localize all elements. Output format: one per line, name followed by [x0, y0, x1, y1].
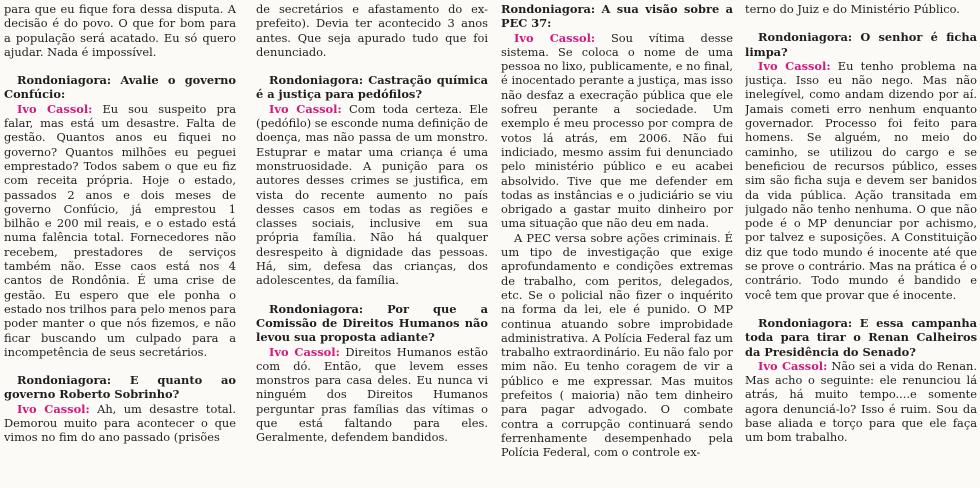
answer-paragraph [256, 345, 488, 445]
answer-text: Com toda certeza. Ele (pedófilo) se esconde numa definição de doença, mas não passa de um monstro. Estuprar e matar uma criança é uma monstruosidade. A punição para os autores desses crimes se justifica, em vista do recente aumento no país desses casos em todas as regiões e classes sociais, inclusive em sua própria família. Não há qualquer desrespeito à dignidade das pessoas. Há, sim, defesa das crianças, dos adolescentes, da família. [256, 101, 488, 288]
interviewer-label: Rondoniagora: [17, 373, 112, 388]
question-text: E essa campanha toda para tirar o Renan Calheiros da Presidência do Senado? [745, 315, 977, 359]
answer-text: Ah, um desastre total. Demorou muito para acontecer o que vimos no fim do ano passado (prisões [4, 401, 236, 445]
column-4 [745, 2, 977, 488]
question-heading [745, 316, 977, 359]
answer-paragraph [4, 102, 236, 359]
question-heading [4, 373, 236, 402]
question-text: Castração química é a justiça para pedófilos? [256, 73, 488, 102]
answer-text: Sou vítima desse sistema. Se coloca o nome de uma pessoa no lixo, publicamente, e no final, é inocentado perante a justiça, mas isso não desfaz a execração pública que ele sofreu perante a sociedade. Um exemplo é meu processo por compra de votos lá atrás, em 2006. Não fui indiciado, mesmo assim fui denunciado pelo ministério público e eu acabei absolvido. Tive que me defender em todas as instâncias e o judiciário se viu obrigado a gastar muito dinheiro por uma situação que não deu em nada. [501, 30, 733, 231]
answer-paragraph [745, 359, 977, 445]
column-3 [501, 2, 733, 488]
paragraph: A PEC versa sobre ações criminais. É um tipo de investigação que exige aprofundamento e condições extremas de trabalho, com peritos, delegados, etc. Se o policial não fizer o inquérito na forma da lei, ele é punido. O MP continua atuando sobre improbidade administrativa. A Polícia Federal faz um trabalho extraordinário. Eu não falo por mim não. Eu tenho coragem de vir a público e me expressar. Mas muitos prefeitos ( maioria) não tem dinheiro para pagar advogado. O combate contra a corrupção continuará sendo ferrenhamente desempenhado pela Polícia Federal, com o controle ex- [501, 230, 733, 460]
question-text: Por que a Comissão de Direitos Humanos não levou sua proposta adiante? [256, 301, 488, 345]
question-heading [745, 30, 977, 59]
question-heading [501, 2, 733, 31]
question-heading [256, 73, 488, 102]
answer-speaker-label: Ivo Cassol: [269, 101, 342, 116]
question-heading [256, 302, 488, 345]
answer-speaker-label: Ivo Cassol: [17, 401, 90, 416]
question-heading [4, 73, 236, 102]
answer-paragraph [256, 102, 488, 288]
answer-text: Eu sou suspeito pra falar, mas está um desastre. Falta de gestão. Quantos anos eu fiquei no governo? Quantos milhões eu peguei emprestado? Todos sabem o que eu fiz com receita própria. Hoje o estado, passados 2 anos e dois meses de governo Confúcio, já emprestou 1 bilhão e 200 mil reais, e o estado está numa falência total. Fornecedores não recebem, prestadores de serviços também não. Esse caos está nos 4 cantos de Rondônia. É uma crise de gestão. Eu espero que ele ponha o estado nos trilhos para pelo menos para poder manter o que nós fizemos, e não ficar buscando um culpado para a incompetência de seus secretários. [4, 101, 236, 359]
interviewer-label: Rondoniagora: [17, 73, 112, 88]
answer-speaker-label: Ivo Cassol: [758, 358, 828, 373]
answer-text: Eu tenho problema na justiça. Isso eu não nego. Mas não inelegível, como andam dizendo por aí. Jamais cometi erro nenhum enquanto governador. Processo foi feito para homens. Se alguém, no meio do caminho, se utilizou do cargo e se beneficiou de recursos público, esses sim são ficha suja e devem ser banidos da vida pública. Ação transitada em julgado não tenho nenhuma. O que não pode é o MP denunciar por achismo, por talvez e suposições. A Constituição diz que todo mundo é inocente até que se prove o contrário. Mas na prática é o contrário. Todo mundo é bandido e você tem que provar que é inocente. [745, 58, 977, 302]
interviewer-label: Rondoniagora: [501, 2, 596, 16]
answer-speaker-label: Ivo Cassol: [17, 101, 93, 116]
paragraph: de secretários e afastamento do ex-prefeito). Devia ter acontecido 3 anos antes. Que seja apurado tudo que foi denunciado. [256, 2, 488, 59]
interviewer-label: Rondoniagora: [758, 30, 853, 45]
answer-speaker-label: Ivo Cassol: [514, 30, 596, 45]
interviewer-label: Rondoniagora: [758, 315, 853, 330]
question-text: A sua visão sobre a PEC 37: [501, 2, 733, 31]
answer-text: Direitos Humanos estão com dó. Então, que levem esses monstros para casa deles. Eu nunca vi ninguém dos Direitos Humanos perguntar pras famílias das vítimas o que está faltando para eles. Geralmente, defendem bandidos. [256, 344, 488, 445]
answer-speaker-label: Ivo Cassol: [758, 58, 831, 73]
question-text: E quanto ao governo Roberto Sobrinho? [4, 373, 236, 402]
question-text: Avalie o governo Confúcio: [4, 73, 236, 102]
answer-paragraph [745, 59, 977, 302]
column-1 [4, 2, 236, 488]
answer-text: Não sei a vida do Renan. Mas acho o seguinte: ele renunciou lá atrás, há muito tempo....e somente agora denunciá-lo? Isso é ruim. Sou da base aliada e torço para que ele faça um bom trabalho. [745, 358, 977, 445]
paragraph: para que eu fique fora dessa disputa. A decisão é do povo. O que for bom para a população será acatado. Eu só quero ajudar. Nada é impossível. [4, 2, 236, 59]
answer-paragraph [501, 31, 733, 231]
answer-speaker-label: Ivo Cassol: [269, 344, 340, 359]
interviewer-label: Rondoniagora: [269, 73, 364, 88]
interviewer-label: Rondoniagora: [269, 301, 364, 316]
question-text: O senhor é ficha limpa? [745, 30, 977, 59]
answer-paragraph [4, 402, 236, 445]
paragraph: terno do Juiz e do Ministério Público. [745, 2, 960, 16]
column-2 [256, 2, 488, 488]
